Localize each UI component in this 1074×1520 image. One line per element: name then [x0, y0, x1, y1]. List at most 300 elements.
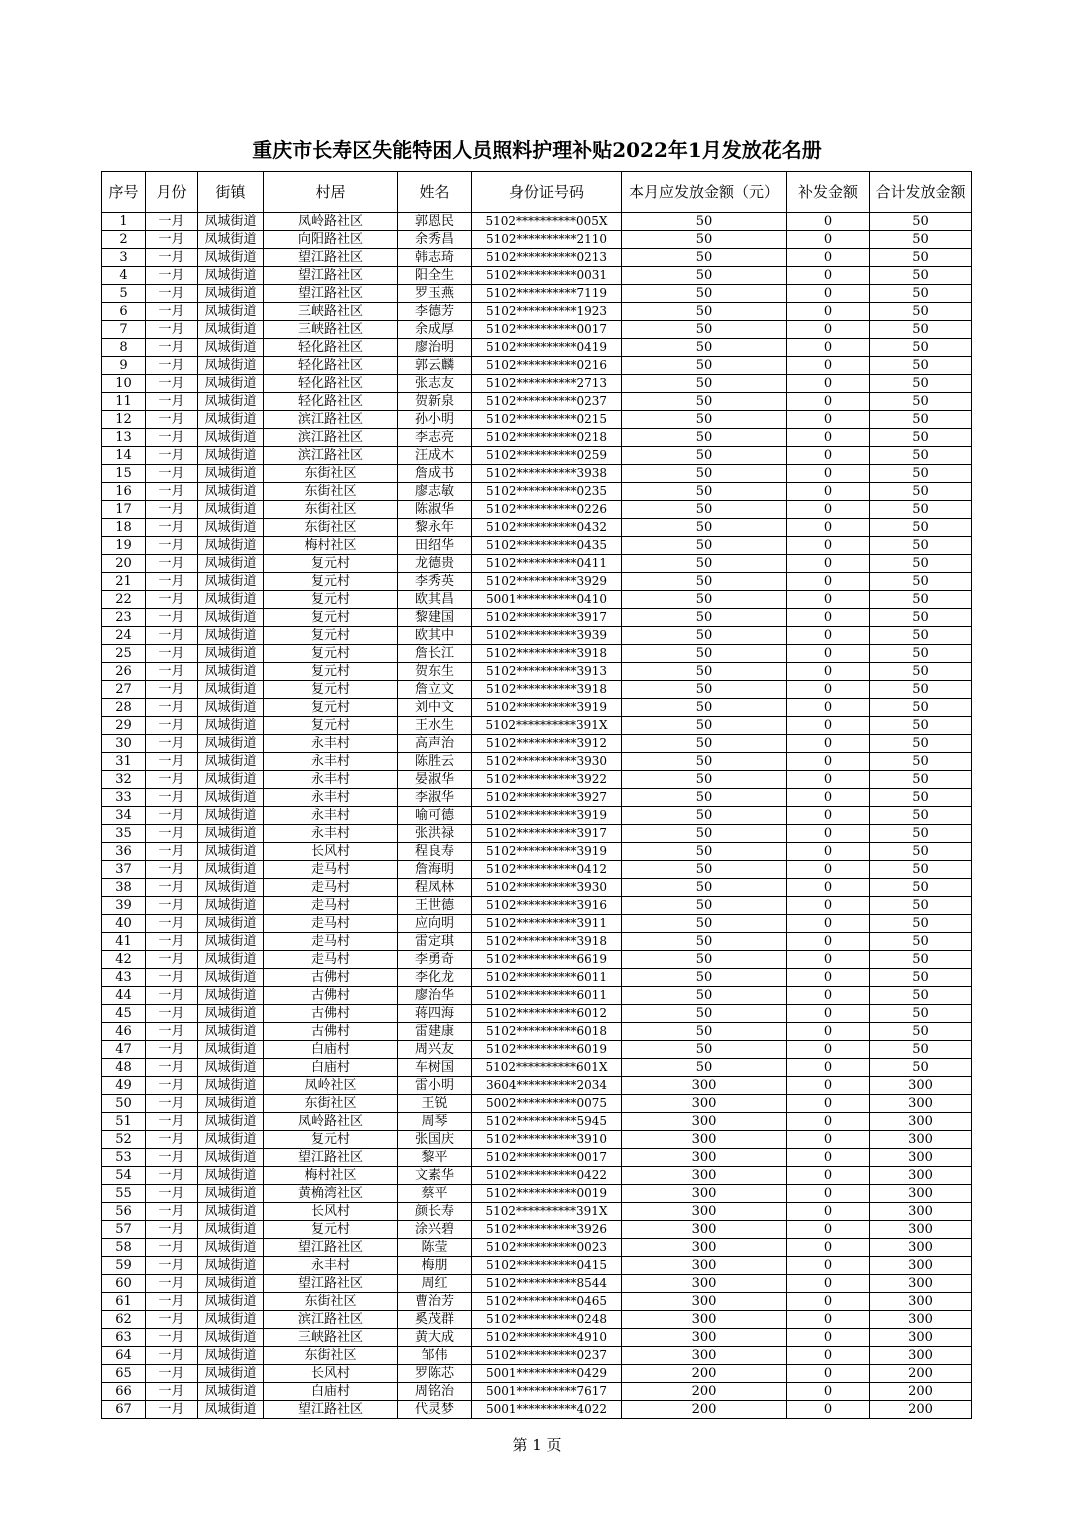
- cell-town: 凤城街道: [198, 1005, 264, 1023]
- cell-name: 黎永年: [398, 519, 472, 537]
- cell-total-amount: 50: [870, 501, 972, 519]
- cell-name: 欧其中: [398, 627, 472, 645]
- cell-total-amount: 50: [870, 429, 972, 447]
- cell-month: 一月: [146, 537, 198, 555]
- cell-month: 一月: [146, 1059, 198, 1077]
- cell-supplement-amount: 0: [787, 1113, 870, 1131]
- cell-town: 凤城街道: [198, 1239, 264, 1257]
- cell-month: 一月: [146, 1185, 198, 1203]
- cell-id-number: 3604**********2034: [472, 1077, 622, 1095]
- cell-total-amount: 300: [870, 1329, 972, 1347]
- cell-supplement-amount: 0: [787, 339, 870, 357]
- cell-town: 凤城街道: [198, 1185, 264, 1203]
- cell-id-number: 5102**********3918: [472, 645, 622, 663]
- cell-month: 一月: [146, 393, 198, 411]
- cell-village: 复元村: [264, 699, 398, 717]
- cell-name: 周铭治: [398, 1383, 472, 1401]
- cell-name: 黎建国: [398, 609, 472, 627]
- cell-name: 廖治华: [398, 987, 472, 1005]
- cell-month: 一月: [146, 1329, 198, 1347]
- cell-month: 一月: [146, 1167, 198, 1185]
- cell-month: 一月: [146, 1095, 198, 1113]
- cell-monthly-amount: 50: [622, 879, 787, 897]
- cell-id-number: 5102**********3917: [472, 825, 622, 843]
- table-row: [102, 1293, 972, 1311]
- cell-name: 喻可德: [398, 807, 472, 825]
- cell-monthly-amount: 300: [622, 1167, 787, 1185]
- cell-village: 滨江路社区: [264, 447, 398, 465]
- cell-seq: 39: [102, 897, 146, 915]
- cell-id-number: 5001**********7617: [472, 1383, 622, 1401]
- cell-id-number: 5102**********3922: [472, 771, 622, 789]
- cell-id-number: 5102**********3929: [472, 573, 622, 591]
- cell-monthly-amount: 50: [622, 465, 787, 483]
- cell-total-amount: 50: [870, 627, 972, 645]
- cell-village: 望江路社区: [264, 249, 398, 267]
- cell-id-number: 5102**********4910: [472, 1329, 622, 1347]
- cell-monthly-amount: 200: [622, 1365, 787, 1383]
- cell-total-amount: 300: [870, 1257, 972, 1275]
- cell-name: 王世德: [398, 897, 472, 915]
- cell-name: 汪成木: [398, 447, 472, 465]
- cell-village: 望江路社区: [264, 285, 398, 303]
- cell-id-number: 5102**********3910: [472, 1131, 622, 1149]
- cell-supplement-amount: 0: [787, 1221, 870, 1239]
- cell-total-amount: 50: [870, 519, 972, 537]
- cell-monthly-amount: 50: [622, 393, 787, 411]
- cell-town: 凤城街道: [198, 465, 264, 483]
- cell-village: 黄桷湾社区: [264, 1185, 398, 1203]
- cell-seq: 61: [102, 1293, 146, 1311]
- cell-monthly-amount: 50: [622, 951, 787, 969]
- cell-seq: 19: [102, 537, 146, 555]
- cell-town: 凤城街道: [198, 897, 264, 915]
- cell-id-number: 5102**********0237: [472, 1347, 622, 1365]
- cell-town: 凤城街道: [198, 1077, 264, 1095]
- cell-id-number: 5102**********1923: [472, 303, 622, 321]
- cell-town: 凤城街道: [198, 699, 264, 717]
- cell-village: 永丰村: [264, 825, 398, 843]
- table-row: [102, 303, 972, 321]
- cell-seq: 57: [102, 1221, 146, 1239]
- table-row: [102, 1077, 972, 1095]
- cell-id-number: 5102**********3939: [472, 627, 622, 645]
- cell-supplement-amount: 0: [787, 429, 870, 447]
- table-row: [102, 339, 972, 357]
- cell-village: 白庙村: [264, 1383, 398, 1401]
- table-row: [102, 231, 972, 249]
- table-row: [102, 789, 972, 807]
- cell-id-number: 5102**********6011: [472, 969, 622, 987]
- cell-monthly-amount: 50: [622, 339, 787, 357]
- cell-id-number: 5102**********0213: [472, 249, 622, 267]
- cell-supplement-amount: 0: [787, 1257, 870, 1275]
- cell-monthly-amount: 50: [622, 717, 787, 735]
- table-row: [102, 1257, 972, 1275]
- cell-month: 一月: [146, 1257, 198, 1275]
- cell-total-amount: 50: [870, 825, 972, 843]
- cell-month: 一月: [146, 645, 198, 663]
- cell-supplement-amount: 0: [787, 843, 870, 861]
- cell-id-number: 5102**********0017: [472, 1149, 622, 1167]
- cell-village: 白庙村: [264, 1059, 398, 1077]
- cell-id-number: 5102**********3927: [472, 789, 622, 807]
- table-row: [102, 375, 972, 393]
- cell-total-amount: 300: [870, 1293, 972, 1311]
- cell-village: 复元村: [264, 555, 398, 573]
- cell-month: 一月: [146, 1293, 198, 1311]
- cell-monthly-amount: 50: [622, 483, 787, 501]
- cell-total-amount: 50: [870, 879, 972, 897]
- cell-total-amount: 50: [870, 375, 972, 393]
- cell-total-amount: 50: [870, 897, 972, 915]
- cell-id-number: 5102**********0019: [472, 1185, 622, 1203]
- table-row: [102, 1131, 972, 1149]
- header-supplement-amount: 补发金额: [787, 172, 870, 213]
- cell-monthly-amount: 50: [622, 555, 787, 573]
- cell-seq: 55: [102, 1185, 146, 1203]
- cell-town: 凤城街道: [198, 681, 264, 699]
- cell-total-amount: 50: [870, 843, 972, 861]
- cell-town: 凤城街道: [198, 213, 264, 231]
- cell-monthly-amount: 50: [622, 663, 787, 681]
- cell-name: 贺东生: [398, 663, 472, 681]
- cell-id-number: 5102**********6012: [472, 1005, 622, 1023]
- cell-month: 一月: [146, 753, 198, 771]
- cell-town: 凤城街道: [198, 771, 264, 789]
- table-row: [102, 393, 972, 411]
- cell-month: 一月: [146, 519, 198, 537]
- cell-seq: 1: [102, 213, 146, 231]
- cell-village: 长风村: [264, 1203, 398, 1221]
- cell-month: 一月: [146, 699, 198, 717]
- cell-supplement-amount: 0: [787, 231, 870, 249]
- cell-total-amount: 300: [870, 1311, 972, 1329]
- cell-total-amount: 50: [870, 1059, 972, 1077]
- cell-seq: 12: [102, 411, 146, 429]
- cell-month: 一月: [146, 447, 198, 465]
- cell-village: 滨江路社区: [264, 429, 398, 447]
- cell-name: 邹伟: [398, 1347, 472, 1365]
- cell-monthly-amount: 300: [622, 1221, 787, 1239]
- cell-seq: 17: [102, 501, 146, 519]
- cell-seq: 28: [102, 699, 146, 717]
- cell-month: 一月: [146, 627, 198, 645]
- cell-town: 凤城街道: [198, 501, 264, 519]
- cell-month: 一月: [146, 717, 198, 735]
- cell-town: 凤城街道: [198, 1041, 264, 1059]
- cell-id-number: 5102**********3926: [472, 1221, 622, 1239]
- cell-supplement-amount: 0: [787, 753, 870, 771]
- cell-month: 一月: [146, 483, 198, 501]
- cell-seq: 49: [102, 1077, 146, 1095]
- cell-town: 凤城街道: [198, 717, 264, 735]
- cell-seq: 54: [102, 1167, 146, 1185]
- cell-total-amount: 300: [870, 1203, 972, 1221]
- cell-monthly-amount: 300: [622, 1329, 787, 1347]
- cell-monthly-amount: 300: [622, 1347, 787, 1365]
- cell-month: 一月: [146, 843, 198, 861]
- cell-monthly-amount: 50: [622, 933, 787, 951]
- cell-name: 罗陈芯: [398, 1365, 472, 1383]
- cell-month: 一月: [146, 1401, 198, 1419]
- cell-town: 凤城街道: [198, 861, 264, 879]
- cell-monthly-amount: 50: [622, 825, 787, 843]
- cell-seq: 3: [102, 249, 146, 267]
- cell-monthly-amount: 50: [622, 285, 787, 303]
- cell-town: 凤城街道: [198, 483, 264, 501]
- cell-id-number: 5102**********0415: [472, 1257, 622, 1275]
- cell-monthly-amount: 50: [622, 303, 787, 321]
- table-row: [102, 753, 972, 771]
- cell-total-amount: 300: [870, 1131, 972, 1149]
- cell-name: 黎平: [398, 1149, 472, 1167]
- cell-monthly-amount: 300: [622, 1113, 787, 1131]
- cell-seq: 43: [102, 969, 146, 987]
- cell-id-number: 5102**********601X: [472, 1059, 622, 1077]
- cell-village: 永丰村: [264, 735, 398, 753]
- cell-id-number: 5102**********3919: [472, 843, 622, 861]
- cell-month: 一月: [146, 969, 198, 987]
- cell-town: 凤城街道: [198, 555, 264, 573]
- cell-monthly-amount: 50: [622, 447, 787, 465]
- cell-seq: 40: [102, 915, 146, 933]
- cell-total-amount: 50: [870, 321, 972, 339]
- table-row: [102, 1185, 972, 1203]
- cell-seq: 4: [102, 267, 146, 285]
- cell-id-number: 5102**********6619: [472, 951, 622, 969]
- cell-monthly-amount: 300: [622, 1311, 787, 1329]
- cell-total-amount: 50: [870, 1005, 972, 1023]
- cell-village: 轻化路社区: [264, 375, 398, 393]
- cell-supplement-amount: 0: [787, 699, 870, 717]
- cell-id-number: 5102**********391X: [472, 717, 622, 735]
- cell-total-amount: 50: [870, 915, 972, 933]
- cell-monthly-amount: 50: [622, 537, 787, 555]
- cell-supplement-amount: 0: [787, 1239, 870, 1257]
- cell-id-number: 5102**********0031: [472, 267, 622, 285]
- table-row: [102, 879, 972, 897]
- cell-total-amount: 50: [870, 357, 972, 375]
- cell-total-amount: 50: [870, 483, 972, 501]
- cell-month: 一月: [146, 213, 198, 231]
- table-row: [102, 555, 972, 573]
- cell-monthly-amount: 300: [622, 1275, 787, 1293]
- table-row: [102, 1275, 972, 1293]
- cell-town: 凤城街道: [198, 825, 264, 843]
- cell-seq: 16: [102, 483, 146, 501]
- cell-village: 永丰村: [264, 771, 398, 789]
- cell-name: 欧其昌: [398, 591, 472, 609]
- cell-monthly-amount: 50: [622, 375, 787, 393]
- cell-supplement-amount: 0: [787, 393, 870, 411]
- cell-month: 一月: [146, 825, 198, 843]
- cell-village: 望江路社区: [264, 267, 398, 285]
- cell-name: 李化龙: [398, 969, 472, 987]
- table-row: [102, 1113, 972, 1131]
- cell-village: 走马村: [264, 861, 398, 879]
- cell-seq: 35: [102, 825, 146, 843]
- cell-id-number: 5102**********0215: [472, 411, 622, 429]
- cell-supplement-amount: 0: [787, 555, 870, 573]
- cell-town: 凤城街道: [198, 1059, 264, 1077]
- cell-town: 凤城街道: [198, 915, 264, 933]
- cell-monthly-amount: 300: [622, 1185, 787, 1203]
- header-town: 街镇: [198, 172, 264, 213]
- cell-supplement-amount: 0: [787, 933, 870, 951]
- cell-id-number: 5102**********2713: [472, 375, 622, 393]
- cell-seq: 33: [102, 789, 146, 807]
- cell-supplement-amount: 0: [787, 681, 870, 699]
- cell-village: 永丰村: [264, 1257, 398, 1275]
- cell-seq: 26: [102, 663, 146, 681]
- cell-total-amount: 300: [870, 1221, 972, 1239]
- table-row: [102, 1059, 972, 1077]
- table-row: [102, 663, 972, 681]
- cell-total-amount: 50: [870, 591, 972, 609]
- cell-supplement-amount: 0: [787, 879, 870, 897]
- table-row: [102, 321, 972, 339]
- cell-name: 詹成书: [398, 465, 472, 483]
- cell-village: 复元村: [264, 591, 398, 609]
- cell-total-amount: 300: [870, 1077, 972, 1095]
- cell-id-number: 5102**********7119: [472, 285, 622, 303]
- cell-name: 龙德贵: [398, 555, 472, 573]
- cell-village: 白庙村: [264, 1041, 398, 1059]
- table-row: [102, 1167, 972, 1185]
- cell-month: 一月: [146, 303, 198, 321]
- table-row: [102, 573, 972, 591]
- cell-name: 詹海明: [398, 861, 472, 879]
- cell-village: 古佛村: [264, 987, 398, 1005]
- cell-month: 一月: [146, 789, 198, 807]
- cell-town: 凤城街道: [198, 393, 264, 411]
- cell-name: 代灵梦: [398, 1401, 472, 1419]
- cell-id-number: 5001**********0410: [472, 591, 622, 609]
- table-row: [102, 627, 972, 645]
- cell-id-number: 5102**********6019: [472, 1041, 622, 1059]
- table-body: [102, 213, 972, 1419]
- cell-supplement-amount: 0: [787, 1131, 870, 1149]
- cell-name: 阳全生: [398, 267, 472, 285]
- cell-seq: 11: [102, 393, 146, 411]
- cell-name: 程凤林: [398, 879, 472, 897]
- cell-seq: 8: [102, 339, 146, 357]
- cell-town: 凤城街道: [198, 591, 264, 609]
- cell-seq: 67: [102, 1401, 146, 1419]
- cell-town: 凤城街道: [198, 1383, 264, 1401]
- cell-seq: 50: [102, 1095, 146, 1113]
- cell-month: 一月: [146, 501, 198, 519]
- cell-monthly-amount: 50: [622, 609, 787, 627]
- cell-total-amount: 300: [870, 1095, 972, 1113]
- cell-name: 雷建康: [398, 1023, 472, 1041]
- cell-village: 复元村: [264, 609, 398, 627]
- cell-month: 一月: [146, 1077, 198, 1095]
- cell-monthly-amount: 50: [622, 861, 787, 879]
- cell-month: 一月: [146, 879, 198, 897]
- cell-village: 轻化路社区: [264, 393, 398, 411]
- cell-total-amount: 50: [870, 699, 972, 717]
- cell-village: 永丰村: [264, 807, 398, 825]
- cell-id-number: 5102**********8544: [472, 1275, 622, 1293]
- cell-village: 望江路社区: [264, 1401, 398, 1419]
- table-row: [102, 483, 972, 501]
- page-title: 重庆市长寿区失能特困人员照料护理补贴2022年1月发放花名册: [252, 138, 822, 162]
- cell-name: 周兴友: [398, 1041, 472, 1059]
- cell-monthly-amount: 50: [622, 249, 787, 267]
- cell-village: 复元村: [264, 717, 398, 735]
- cell-town: 凤城街道: [198, 789, 264, 807]
- cell-name: 韩志琦: [398, 249, 472, 267]
- cell-supplement-amount: 0: [787, 267, 870, 285]
- cell-monthly-amount: 50: [622, 789, 787, 807]
- cell-id-number: 5102**********3916: [472, 897, 622, 915]
- table-row: [102, 843, 972, 861]
- cell-name: 廖志敏: [398, 483, 472, 501]
- cell-supplement-amount: 0: [787, 627, 870, 645]
- cell-name: 郭云麟: [398, 357, 472, 375]
- cell-monthly-amount: 50: [622, 843, 787, 861]
- cell-name: 应向明: [398, 915, 472, 933]
- cell-supplement-amount: 0: [787, 249, 870, 267]
- cell-month: 一月: [146, 1113, 198, 1131]
- cell-supplement-amount: 0: [787, 1203, 870, 1221]
- cell-village: 凤岭路社区: [264, 213, 398, 231]
- cell-month: 一月: [146, 1383, 198, 1401]
- cell-total-amount: 50: [870, 231, 972, 249]
- cell-id-number: 5102**********3917: [472, 609, 622, 627]
- cell-town: 凤城街道: [198, 1167, 264, 1185]
- cell-name: 李勇奇: [398, 951, 472, 969]
- cell-month: 一月: [146, 987, 198, 1005]
- cell-name: 李志亮: [398, 429, 472, 447]
- cell-seq: 32: [102, 771, 146, 789]
- cell-supplement-amount: 0: [787, 1293, 870, 1311]
- cell-seq: 29: [102, 717, 146, 735]
- header-id-number: 身份证号码: [472, 172, 622, 213]
- cell-month: 一月: [146, 951, 198, 969]
- cell-village: 东街社区: [264, 1095, 398, 1113]
- cell-seq: 9: [102, 357, 146, 375]
- cell-town: 凤城街道: [198, 249, 264, 267]
- table-row: [102, 825, 972, 843]
- table-row: [102, 645, 972, 663]
- table-row: [102, 519, 972, 537]
- cell-month: 一月: [146, 1275, 198, 1293]
- cell-seq: 60: [102, 1275, 146, 1293]
- cell-village: 凤岭路社区: [264, 1113, 398, 1131]
- cell-supplement-amount: 0: [787, 573, 870, 591]
- cell-town: 凤城街道: [198, 663, 264, 681]
- cell-seq: 23: [102, 609, 146, 627]
- cell-name: 周琴: [398, 1113, 472, 1131]
- cell-monthly-amount: 50: [622, 771, 787, 789]
- cell-supplement-amount: 0: [787, 1185, 870, 1203]
- table-row: [102, 861, 972, 879]
- cell-supplement-amount: 0: [787, 735, 870, 753]
- cell-seq: 6: [102, 303, 146, 321]
- cell-supplement-amount: 0: [787, 825, 870, 843]
- cell-total-amount: 50: [870, 537, 972, 555]
- cell-town: 凤城街道: [198, 303, 264, 321]
- cell-supplement-amount: 0: [787, 1275, 870, 1293]
- cell-name: 王锐: [398, 1095, 472, 1113]
- cell-id-number: 5102**********391X: [472, 1203, 622, 1221]
- cell-town: 凤城街道: [198, 321, 264, 339]
- cell-month: 一月: [146, 933, 198, 951]
- cell-month: 一月: [146, 807, 198, 825]
